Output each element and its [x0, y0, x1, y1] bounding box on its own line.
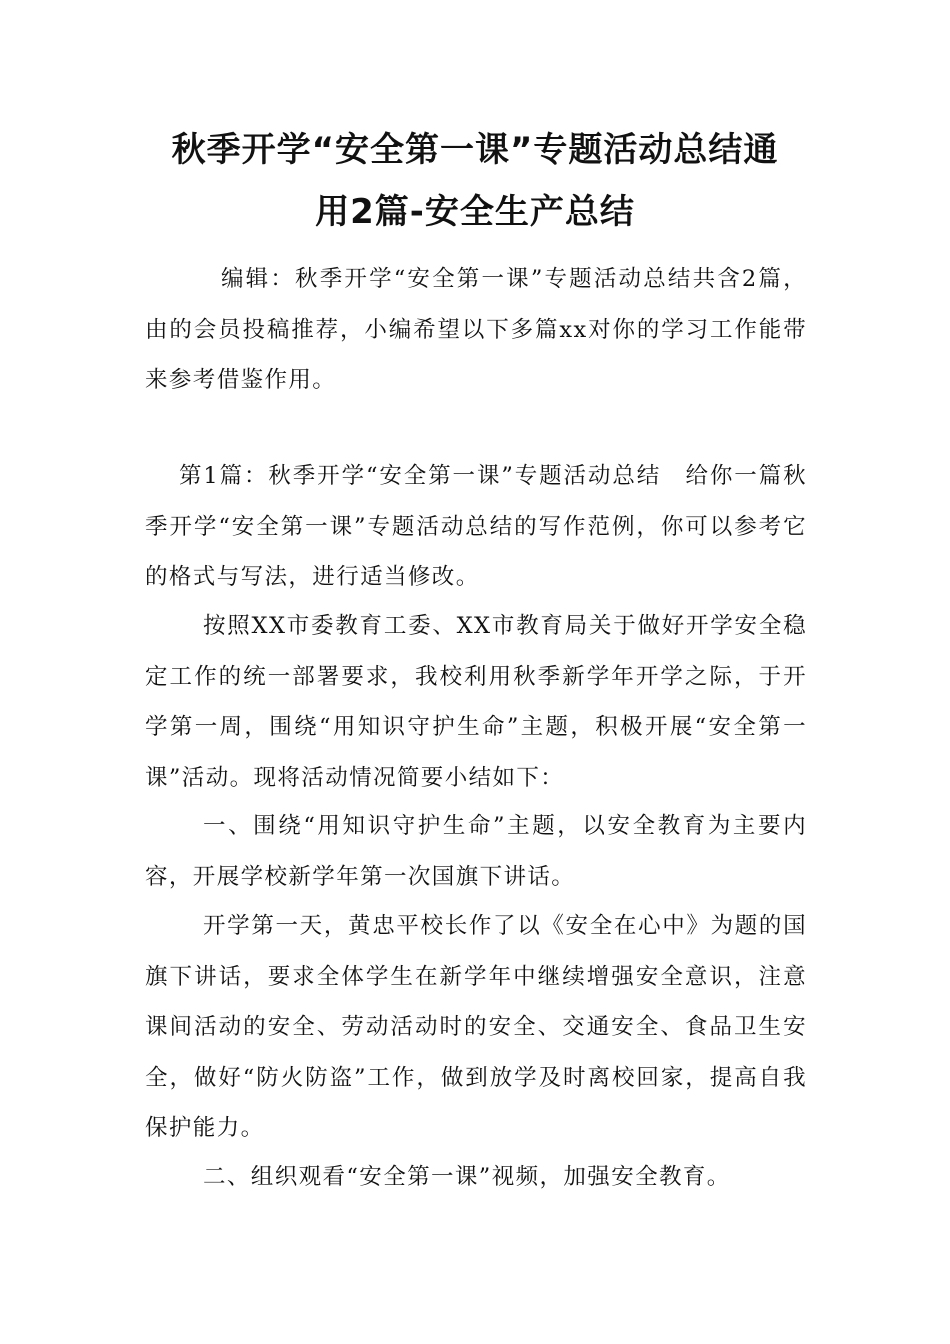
part1-heading-paragraph: 第1篇：秋季开学“安全第一课”专题活动总结 给你一篇秋季开学“安全第一课”专题活动总结的写作范例，你可以参考它的格式与写法，进行适当修改。 [145, 463, 807, 590]
main-paragraph: 按照XX市委教育工委、XX市教育局关于做好开学安全稳定工作的统一部署要求，我校利用秋季新学年开学之际，于开学第一周，围绕“用知识守护生命”主题，积极开展“安全第一课”活动。现将活动情况简要小结如下： [145, 613, 807, 791]
intro-paragraph: 编辑：秋季开学“安全第一课”专题活动总结共含2篇，由的会员投稿推荐，小编希望以下多篇xx对你的学习工作能带来参考借鉴作用。 [145, 266, 807, 393]
document-title-line-2: 用2篇-安全生产总结 [315, 192, 635, 232]
section-2-paragraph: 二、组织观看“安全第一课”视频，加强安全教育。 [203, 1164, 731, 1190]
section-1-paragraph: 一、围绕“用知识守护生命”主题，以安全教育为主要内容，开展学校新学年第一次国旗下讲话。 [145, 813, 807, 890]
document-title-line-1: 秋季开学“安全第一课”专题活动总结通 [171, 130, 779, 170]
speech-paragraph: 开学第一天，黄忠平校长作了以《安全在心中》为题的国旗下讲话，要求全体学生在新学年中继续增强安全意识，注意课间活动的安全、劳动活动时的安全、交通安全、食品卫生安全，做好“防火防盗”工作，做到放学及时离校回家，提高自我保护能力。 [145, 913, 807, 1141]
